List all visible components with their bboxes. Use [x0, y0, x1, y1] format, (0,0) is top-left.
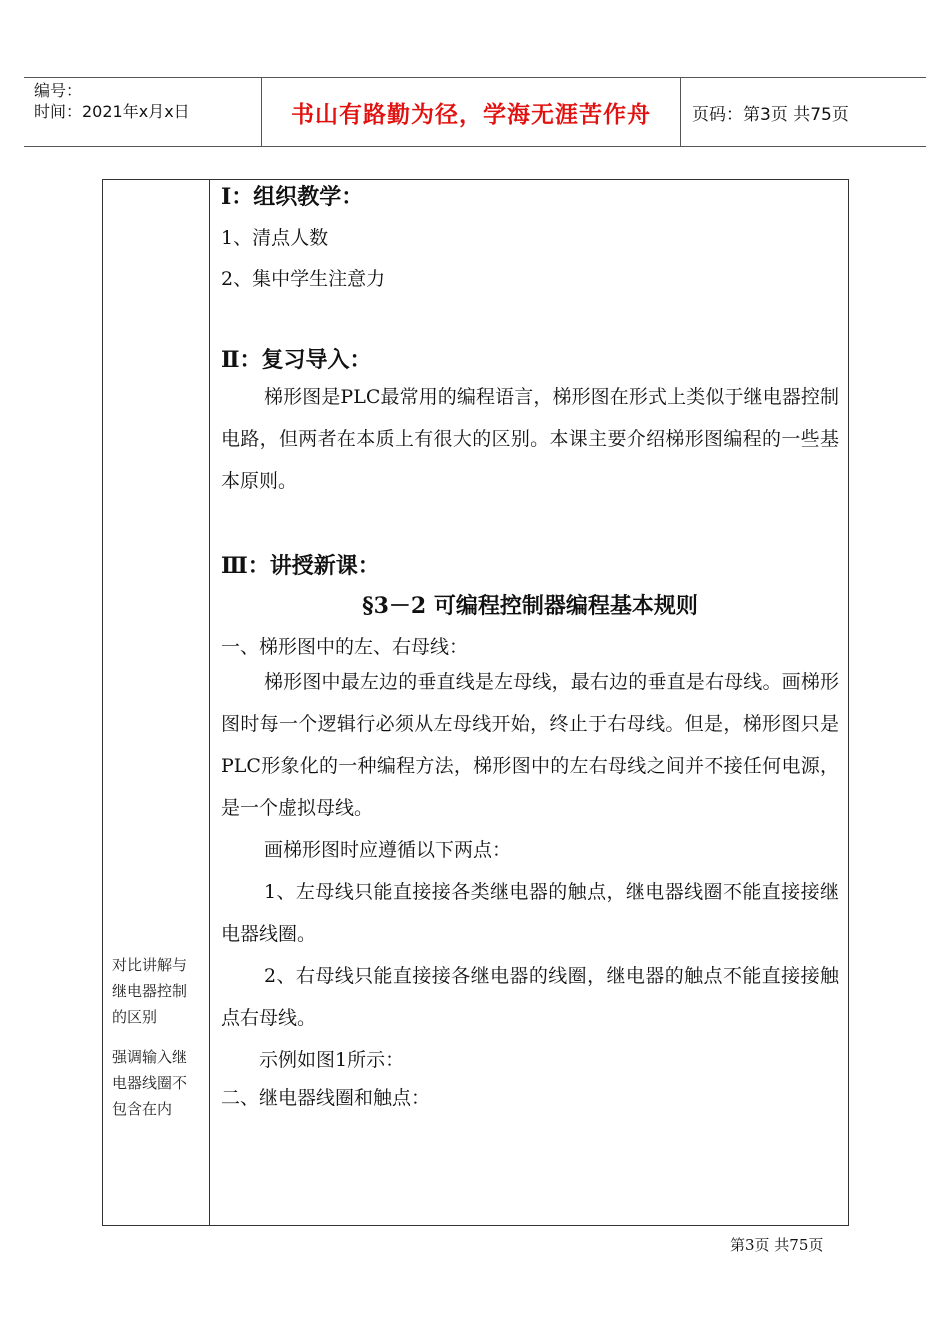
header-number-label: 编号：	[34, 81, 83, 100]
heading-review: Ⅱ：复习导入：	[221, 347, 372, 373]
paragraph-text: 示例如图1所示：	[259, 1049, 405, 1071]
table-column-divider	[209, 179, 210, 1226]
bus-paragraph	[221, 661, 839, 1081]
teaching-notes	[112, 952, 206, 1122]
list-item: 2、集中学生注意力	[221, 268, 386, 290]
list-item: 1、清点人数	[221, 227, 329, 249]
header-meta	[34, 80, 190, 122]
paragraph-text: 1、左母线只能直接接各类继电器的触点，继电器线圈不能直接接继电器线圈。	[221, 881, 839, 945]
note-line: 的区别	[112, 1008, 158, 1026]
subheading: 一、梯形图中的左、右母线：	[221, 636, 469, 658]
paragraph-text: 梯形图中最左边的垂直线是左母线，最右边的垂直是右母线。画梯形图时每一个逻辑行必须从左母线开始，终止于右母线。但是，梯形图只是PLC形象化的一种编程方法，梯形图中的左右母线之间并不接任何电源，是一个虚拟母线。	[221, 671, 839, 819]
footer-page-number: 第3页 共75页	[730, 1236, 824, 1254]
subheading: 二、继电器线圈和触点：	[221, 1087, 431, 1109]
note-line: 对比讲解与	[112, 956, 188, 974]
note-line: 强调输入继	[112, 1048, 188, 1066]
review-paragraph	[221, 376, 839, 502]
paragraph-text: 2、右母线只能直接接各继电器的线圈，继电器的触点不能直接接触点右母线。	[221, 965, 839, 1029]
header-bottom-rule	[24, 146, 926, 147]
paragraph-text: 画梯形图时应遵循以下两点：	[264, 839, 512, 861]
note-line: 电器线圈不	[112, 1074, 188, 1092]
paragraph-text: 梯形图是PLC最常用的编程语言，梯形图在形式上类似于继电器控制电路，但两者在本质上有很大的区别。本课主要介绍梯形图编程的一些基本原则。	[221, 386, 839, 492]
heading-new-lesson: Ⅲ：讲授新课：	[221, 553, 380, 579]
section-title: §3－2 可编程控制器编程基本规则	[362, 593, 698, 619]
header-time-label: 时间：2021年x月x日	[34, 102, 190, 121]
header-separator-right	[680, 77, 681, 146]
header-page-info: 页码：第3页 共75页	[692, 105, 849, 125]
header-motto: 书山有路勤为径，学海无涯苦作舟	[291, 101, 651, 128]
header-top-rule	[24, 77, 926, 78]
note-line: 包含在内	[112, 1100, 173, 1118]
note-line: 继电器控制	[112, 982, 188, 1000]
heading-organize: Ⅰ：组织教学：	[221, 184, 364, 210]
